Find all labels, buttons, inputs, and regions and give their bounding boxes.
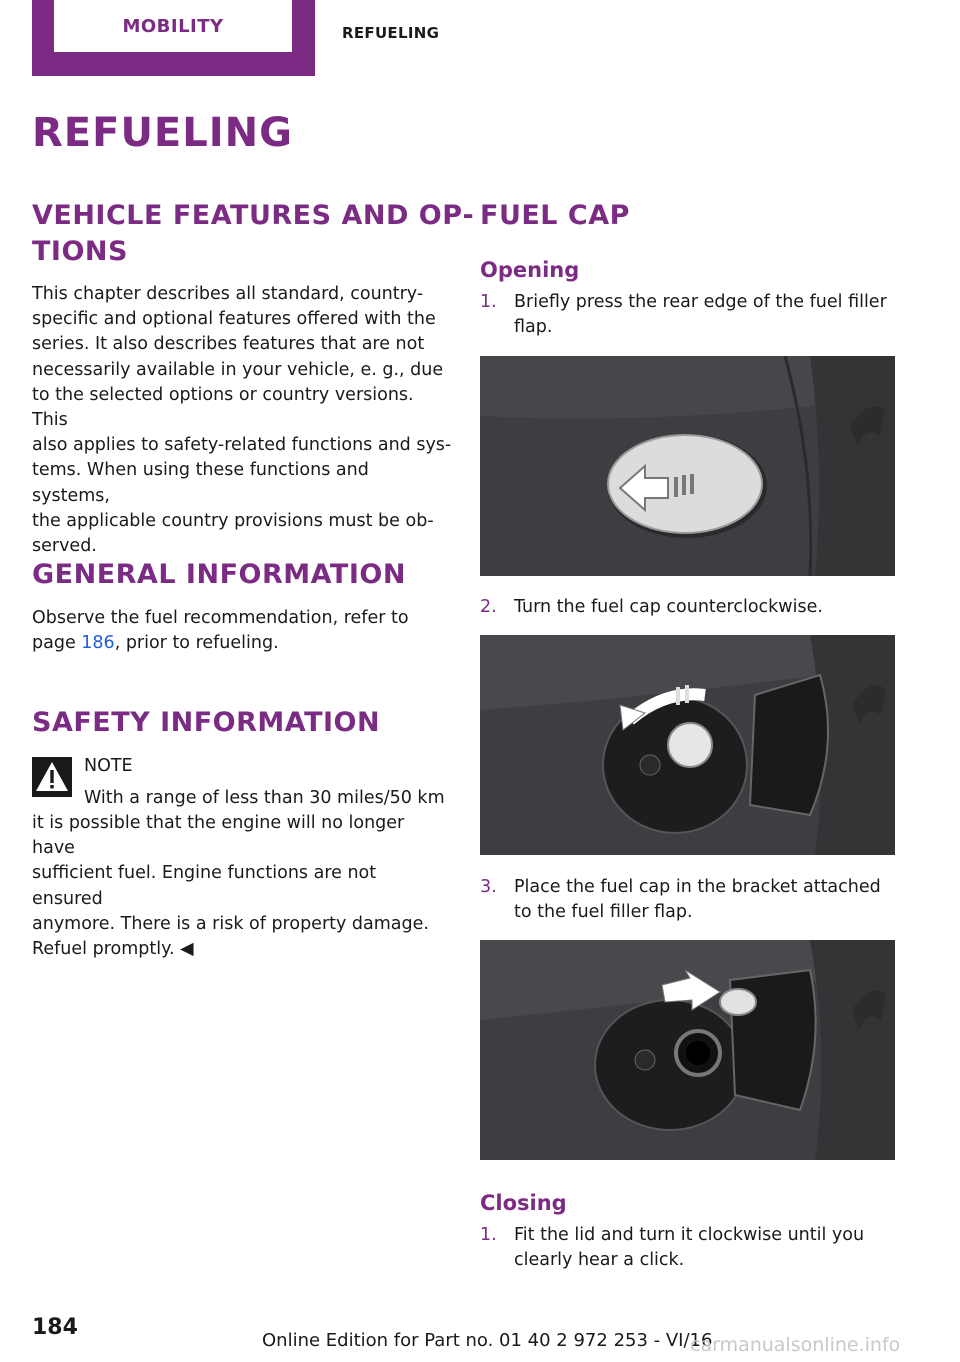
heading-vehicle-features: VEHICLE FEATURES AND OP‐ TIONS [32,200,475,267]
section-tab-label: MOBILITY [54,0,292,52]
page-reference-link[interactable]: 186 [81,633,115,654]
fuel-flap-closed-figure [480,356,895,576]
page-number: 184 [32,1315,78,1340]
section-tab[interactable] [32,0,315,76]
heading-opening: Opening [480,258,580,282]
edition-footer: Online Edition for Part no. 01 40 2 972 253 - VI/16 [262,1330,713,1351]
heading-general-information: GENERAL INFORMATION [32,559,406,590]
vehicle-features-text: This chapter describes all standard, country- specific and optional features offered with the series. It also describes features that are not necessarily available in your vehicle, e. g., due to the selected options or country versions. This also applies to safety-related functions and sys‐ tems. When using these functions and systems, the applicable country provisions must be ob‐ served. [32,284,452,557]
fuel-cap-bracket-figure [480,940,895,1160]
heading-closing: Closing [480,1191,567,1215]
chapter-tab: REFUELING [342,24,440,42]
note-first-line: With a range of less than 30 miles/50 km [84,788,445,808]
note-label: NOTE [84,756,133,776]
note-text: it is possible that the engine will no longer have sufficient fuel. Engine functions are not ensured anymore. There is a risk of property damage. Refuel promptly. ◀ [32,813,429,960]
heading-safety-information: SAFETY INFORMATION [32,707,381,738]
general-information-text: Observe the fuel recommendation, refer to page 186, prior to refueling. [32,608,409,654]
page-title: REFUELING [32,110,293,156]
watermark: carmanualsonline.info [690,1334,901,1356]
fuel-cap-turn-figure [480,635,895,855]
heading-fuel-cap: FUEL CAP [480,200,630,231]
warning-triangle-icon [32,757,72,797]
